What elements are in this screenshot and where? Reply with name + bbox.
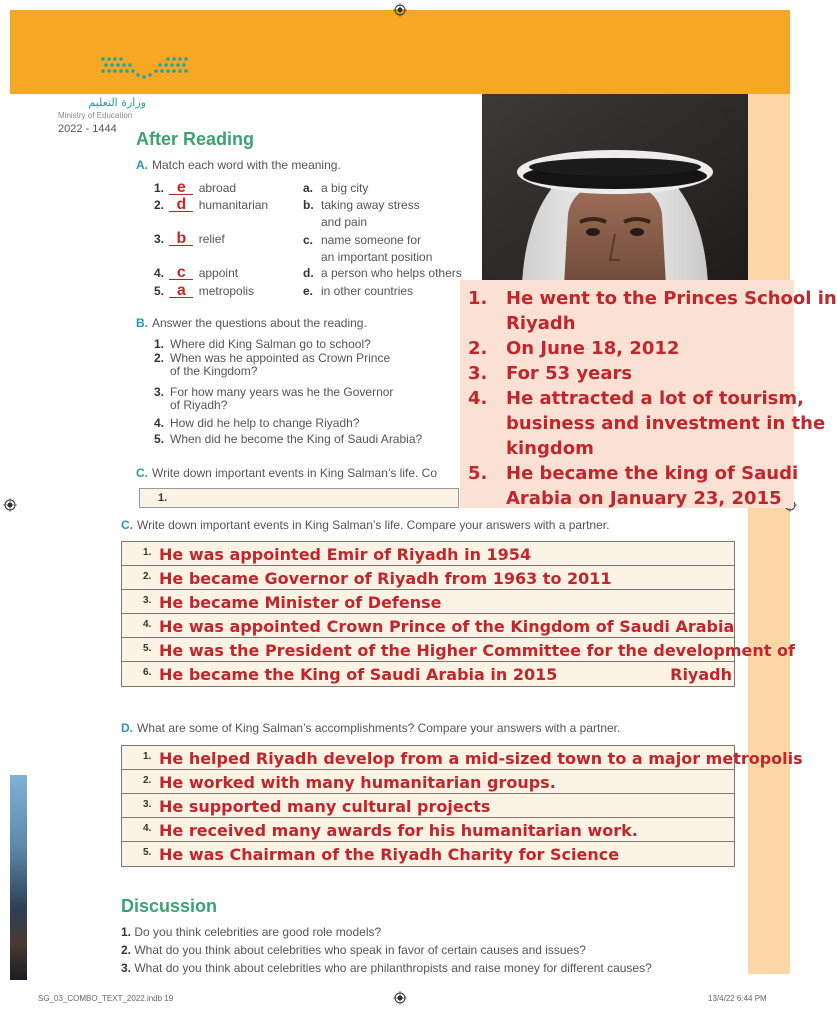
king-salman-photo — [482, 94, 748, 286]
table-row: 2. He became Governor of Riyadh from 1963 to 2011 — [122, 566, 734, 590]
meaning-row: b. taking away stress and pain — [303, 198, 420, 229]
match-word-row: 5. a metropolis — [154, 282, 255, 299]
answer-row-continued: kingdom — [506, 438, 594, 459]
ministry-arabic-name: وزارة التعليم — [88, 96, 146, 109]
table-row: 5. He was Chairman of the Riyadh Charity for Science — [143, 845, 620, 864]
answer-row: 5. He became the king of Saudi — [468, 463, 799, 484]
table-row: 3. He became Minister of Defense — [122, 590, 734, 614]
city-image-strip — [10, 775, 27, 980]
discussion-question: 2. What do you think about celebrities who speak in favor of certain causes and issues? — [121, 943, 586, 957]
match-word-row: 3. b relief — [154, 230, 225, 247]
table-row: 4. He received many awards for his humanitarian work. — [122, 818, 734, 842]
accomplishments-table — [121, 745, 803, 867]
answer-row-continued: business and investment in the — [506, 413, 826, 434]
match-answer: d — [169, 198, 193, 212]
table-row: 2. He worked with many humanitarian groups. — [122, 770, 734, 794]
section-b-answers — [460, 280, 837, 509]
section-c-instruction: C. Write down important events in King Salman’s life. Compare your answers with a partner. — [121, 518, 610, 532]
year-label: 2022 - 1444 — [58, 123, 117, 135]
registration-mark-icon — [393, 991, 407, 1005]
section-c-partial-instruction: C. Write down important events in King Salman’s life. Co — [136, 466, 438, 480]
match-answer: e — [169, 181, 193, 195]
registration-mark-icon — [3, 498, 17, 512]
discussion-question: 3. What do you think about celebrities who are philanthropists and raise money for different causes? — [121, 961, 652, 975]
section-letter: A. — [136, 158, 148, 172]
meaning-row: d. a person who helps others — [303, 266, 462, 280]
question-row: 1. Where did King Salman go to school? — [154, 337, 371, 351]
section-a-instruction: A. Match each word with the meaning. — [136, 158, 341, 172]
answer-row: 2. On June 18, 2012 — [468, 338, 680, 359]
match-word-row: 1. e abroad — [154, 179, 237, 196]
question-row: 5. When did he become the King of Saudi Arabia? — [154, 432, 423, 446]
section-letter: B. — [136, 316, 148, 330]
answer-row: 4. He attracted a lot of tourism, — [468, 388, 804, 409]
side-strip — [748, 94, 790, 974]
table-row: 1. He was appointed Emir of Riyadh in 1954 — [122, 542, 734, 566]
answer-row: 1. He went to the Princes School in — [468, 288, 837, 309]
section-d-instruction: D. What are some of King Salman’s accomplishments? Compare your answers with a partner. — [121, 721, 621, 735]
section-letter: C. — [121, 518, 133, 532]
row-overflow-text: Riyadh — [670, 665, 732, 684]
match-answer: a — [169, 284, 193, 298]
ministry-logo-icon — [100, 55, 192, 88]
footer-file-name: SG_03_COMBO_TEXT_2022.indb 19 — [38, 994, 174, 1003]
match-word-row: 2. d humanitarian — [154, 196, 269, 213]
question-row: 2. When was he appointed as Crown Prince of the Kingdom? — [154, 351, 391, 378]
table-row: 4. He was appointed Crown Prince of the Kingdom of Saudi Arabia — [122, 614, 734, 638]
table-row: 6. He became the King of Saudi Arabia in 2015 Riyadh — [143, 665, 732, 684]
match-answer: c — [169, 266, 193, 280]
after-reading-heading: After Reading — [136, 129, 255, 149]
section-letter: C. — [136, 466, 148, 480]
answer-row-continued: Arabia on January 23, 2015 — [506, 488, 782, 509]
table-row: 3. He supported many cultural projects — [122, 794, 734, 818]
meaning-row: a. a big city — [303, 181, 369, 195]
discussion-question: 1. Do you think celebrities are good role models? — [121, 925, 382, 939]
discussion-heading: Discussion — [121, 896, 218, 916]
question-row: 3. For how many years was he the Governor of Riyadh? — [154, 385, 394, 412]
match-word-row: 4. c appoint — [154, 264, 239, 281]
table-row: 1. He helped Riyadh develop from a mid-sized town to a major metropolis — [122, 746, 734, 770]
events-table — [121, 541, 795, 687]
question-row: 4. How did he help to change Riyadh? — [154, 416, 360, 430]
section-letter: D. — [121, 721, 133, 735]
answer-row: 3. For 53 years — [468, 363, 633, 384]
answer-row-continued: Riyadh — [506, 313, 576, 334]
meaning-row: e. in other countries — [303, 284, 414, 298]
section-b-instruction: B. Answer the questions about the reading. — [136, 316, 367, 330]
match-answer: b — [169, 232, 193, 246]
registration-mark-icon — [393, 3, 407, 17]
section-c-partial-box: 1. — [139, 488, 459, 508]
meaning-row: c. name someone for an important position — [303, 233, 433, 264]
footer-date: 13/4/22 6:44 PM — [708, 994, 767, 1003]
ministry-english-name: Ministry of Education — [58, 111, 133, 120]
table-row: 5. He was the President of the Higher Committee for the development of — [122, 638, 734, 662]
